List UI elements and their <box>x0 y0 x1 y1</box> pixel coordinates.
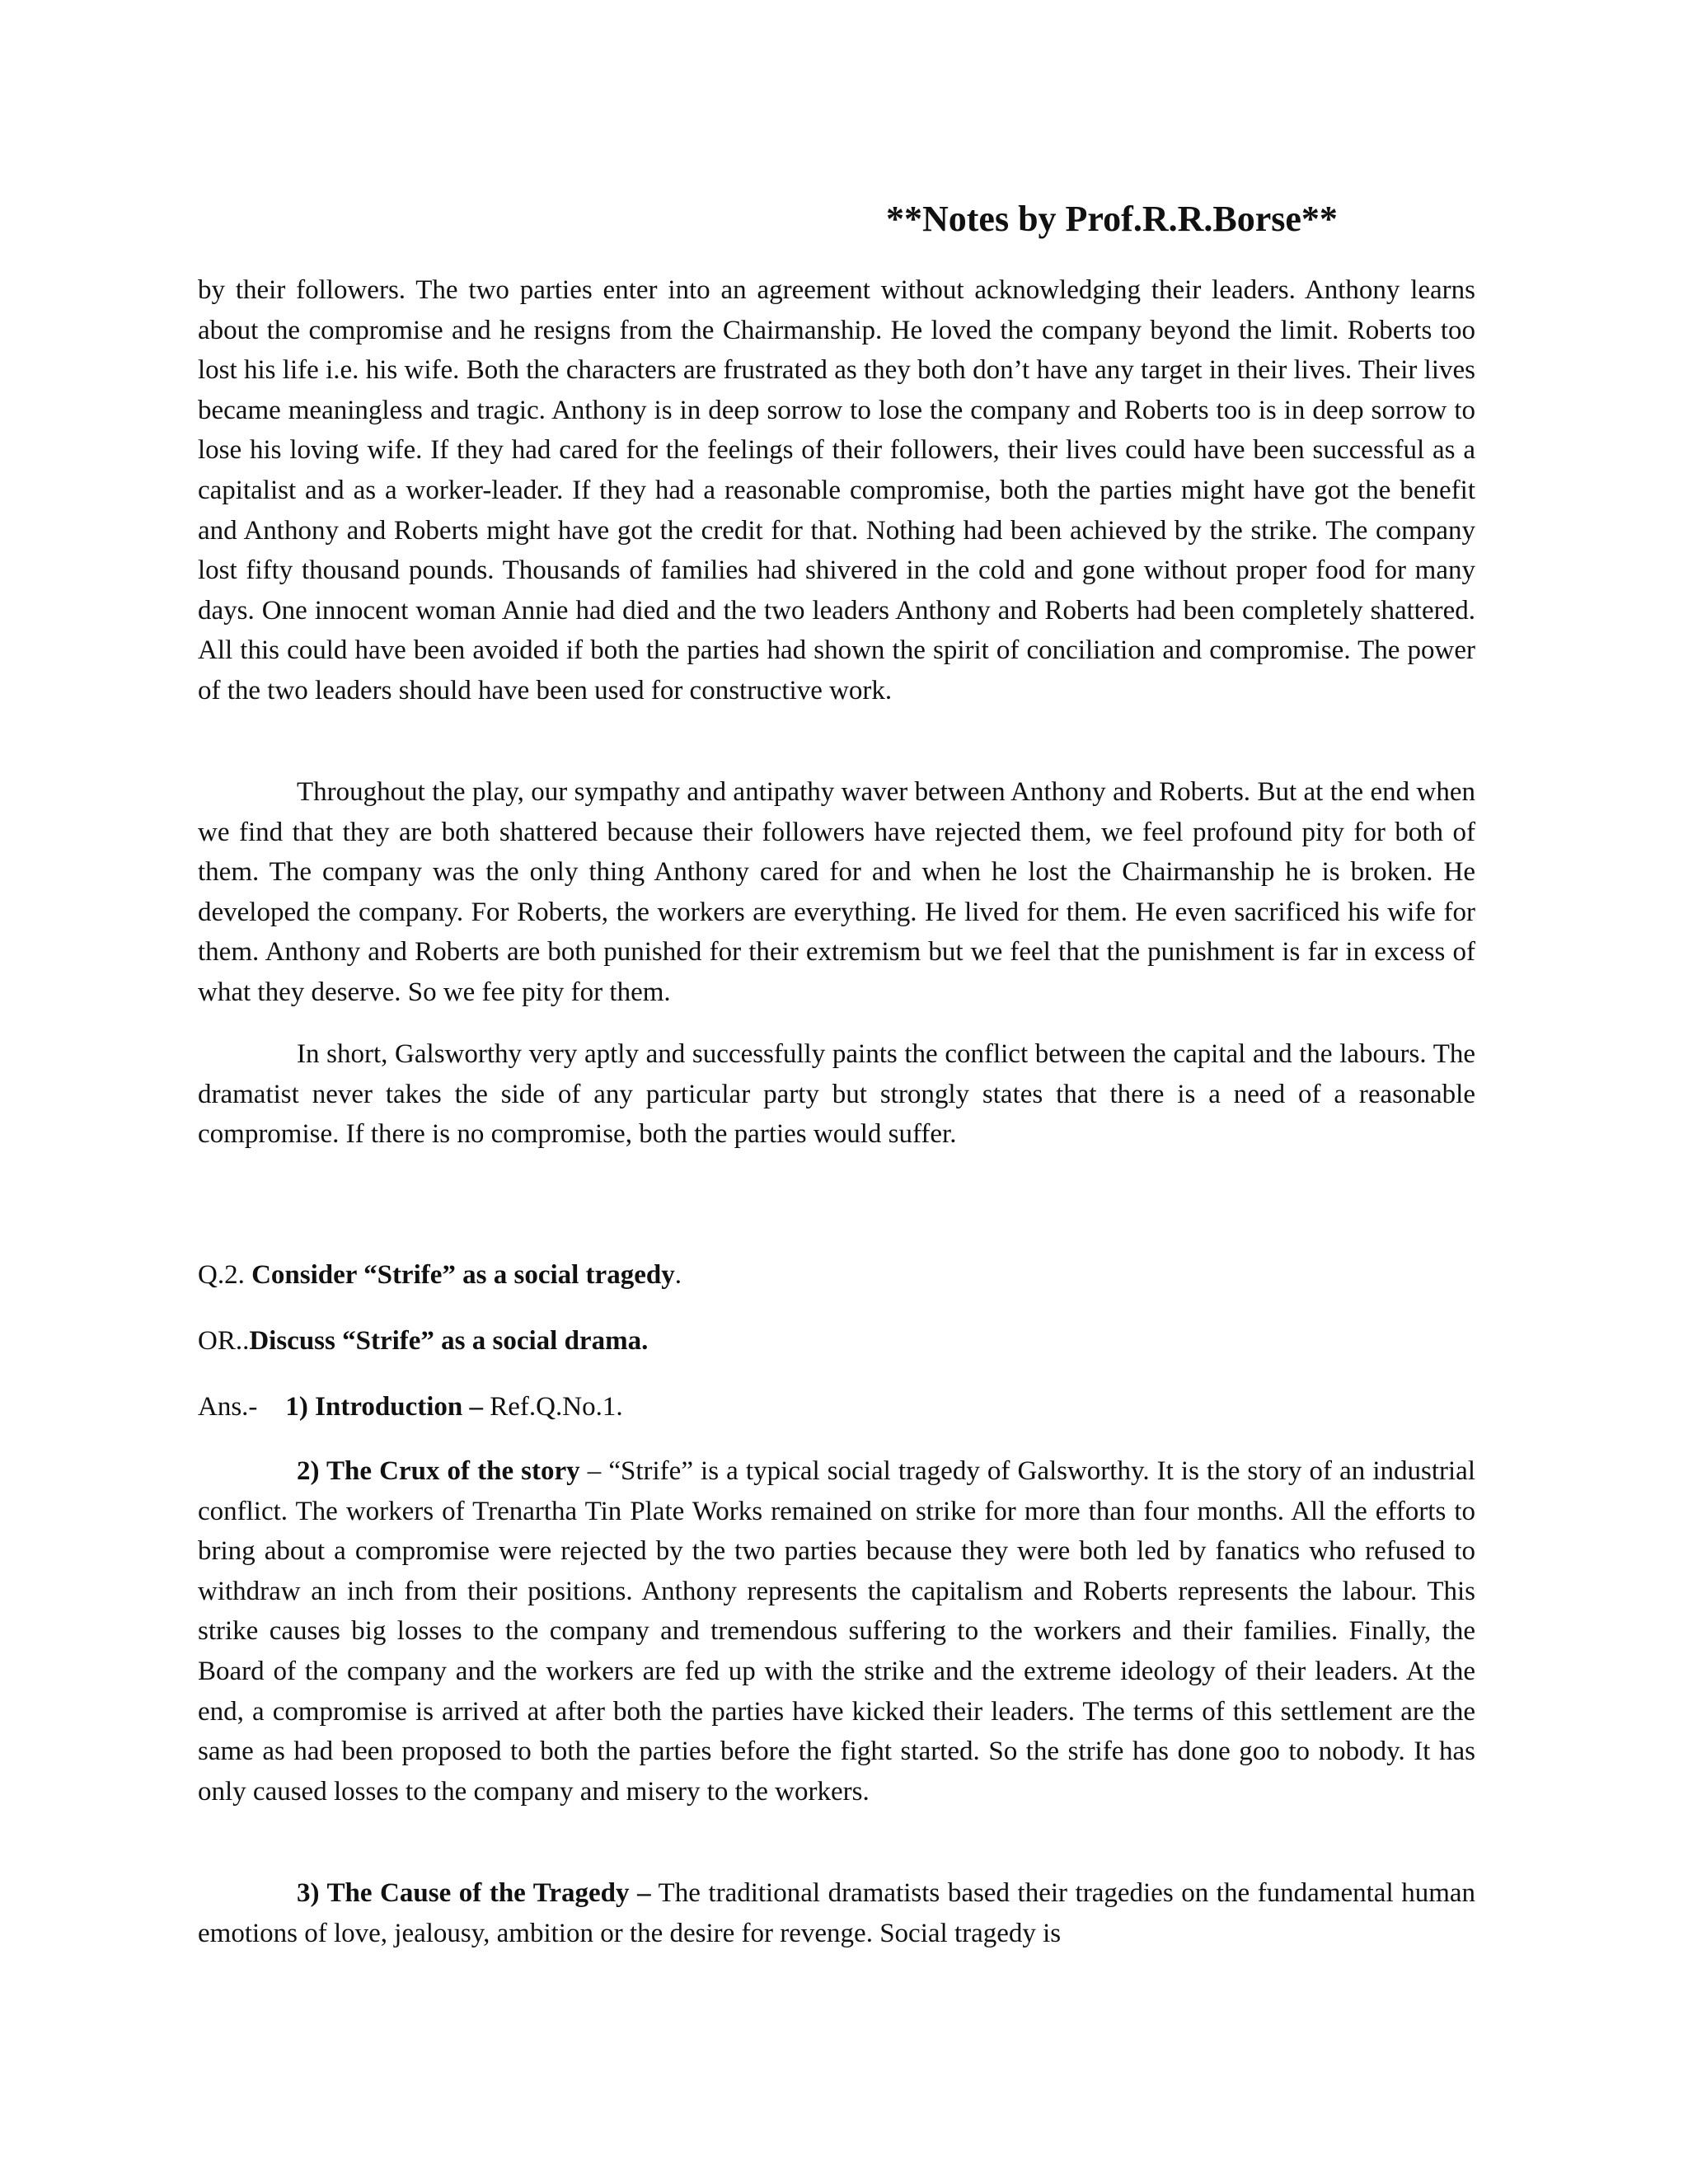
paragraph-text: Throughout the play, our sympathy and antipathy waver between Anthony and Roberts. But at the end when we find that they are both shattered because their followers have rejected them, we feel profound pity for both of them. The company was the only thing Anthony cared for and when he lost the Chairmanship he is broken. He developed the company. For Roberts, the workers are everything. He lived for them. He even sacrificed his wife for them. Anthony and Roberts are both punished for their extremism but we feel that the punishment is far in excess of what they deserve. So we fee pity for them. <box>198 777 1475 1007</box>
paragraph-text: In short, Galsworthy very aptly and successfully paints the conflict between the capital and the labours. The dramatist never takes the side of any particular party but strongly states that there is a need of a reasonable compromise. If there is no compromise, both the parties would suffer. <box>198 1039 1475 1150</box>
question-title: Consider “Strife” as a social tragedy <box>251 1260 675 1290</box>
point1-text: Ref.Q.No.1. <box>483 1392 623 1422</box>
alternate-prefix: OR.. <box>198 1326 250 1356</box>
point2-heading: 2) The Crux of the story <box>297 1456 580 1486</box>
page-header: **Notes by Prof.R.R.Borse** <box>886 199 1338 239</box>
point3-text: The traditional dramatists based their tragedies on the fundamental human emotions of love, jealousy, ambition or the desire for revenge. Social tragedy is <box>198 1878 1476 1948</box>
paragraph-crux-of-story <box>198 1451 1475 1811</box>
alternate-question <box>198 1321 1475 1361</box>
point2-text: – “Strife” is a typical social tragedy of Galsworthy. It is the story of an industrial conflict. The workers of Trenartha Tin Plate Works remained on strike for more than four months. All the efforts to bring about a compromise were rejected by the two parties because they were both led by fanatics who refused to withdraw an inch from their positions. Anthony represents the capitalism and Roberts represents the labour. This strike causes big losses to the company and tremendous suffering to the workers and their families. Finally, the Board of the company and the workers are fed up with the strike and the extreme ideology of their leaders. At the end, a compromise is arrived at after both the parties have kicked their leaders. The terms of this settlement are the same as had been proposed to both the parties before the fight started. So the strife has done goo to nobody. It has only caused losses to the company and misery to the workers. <box>198 1456 1475 1807</box>
answer-introduction <box>198 1387 1475 1427</box>
alternate-title: Discuss “Strife” as a social drama. <box>249 1326 649 1356</box>
paragraph-text: by their followers. The two parties enter into an agreement without acknowledging their leaders. Anthony learns about the compromise and he resigns from the Chairmanship. He loved the company beyond the limit. Roberts too lost his life i.e. his wife. Both the characters are frustrated as they both don’t have any target in their lives. Their lives became meaningless and tragic. Anthony is in deep sorrow to lose the company and Roberts too is in deep sorrow to lose his loving wife. If they had cared for the feelings of their followers, their lives could have been successful as a capitalist and as a worker-leader. If they had a reasonable compromise, both the parties might have got the benefit and Anthony and Roberts might have got the credit for that. Nothing had been achieved by the strike. The company lost fifty thousand pounds. Thousands of families had shivered in the cold and gone without proper food for many days. One innocent woman Annie had died and the two leaders Anthony and Roberts had been completely shattered. All this could have been avoided if both the parties had shown the spirit of conciliation and compromise. The power of the two leaders should have been used for constructive work. <box>198 275 1475 705</box>
paragraph-conclusion-q1 <box>198 270 1475 711</box>
question-heading <box>198 1255 1475 1296</box>
point3-heading: 3) The Cause of the Tragedy – <box>297 1878 651 1908</box>
answer-prefix: Ans.- <box>198 1392 258 1422</box>
paragraph-cause-of-tragedy <box>198 1873 1475 1953</box>
point1-heading: 1) Introduction – <box>285 1392 484 1422</box>
paragraph-sympathy <box>198 772 1475 1013</box>
paragraph-in-short <box>198 1034 1475 1155</box>
question-suffix: . <box>674 1260 682 1290</box>
question-prefix: Q.2. <box>198 1260 252 1290</box>
